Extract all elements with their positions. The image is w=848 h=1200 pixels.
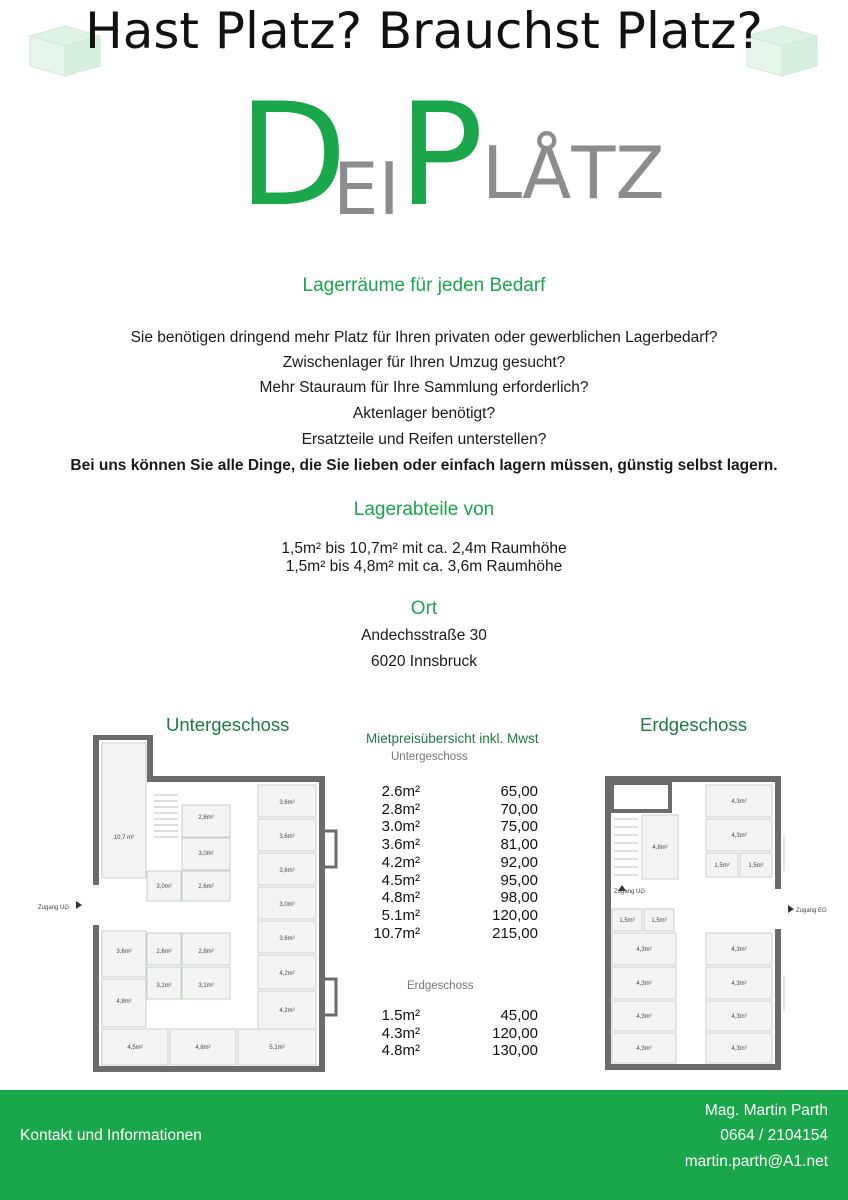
- logo-d: D: [238, 73, 348, 238]
- contact-label: Kontakt und Informationen: [20, 1127, 202, 1144]
- eg-room-label: 4,3m²: [731, 1046, 747, 1052]
- price-size: 1.5m²: [381, 1007, 420, 1024]
- price-size: 4.2m²: [381, 853, 420, 871]
- price-value: 98,00: [500, 889, 538, 907]
- ug-room-label: 2,6m²: [198, 884, 214, 890]
- eg-room-label: 1,5m²: [714, 863, 730, 869]
- price-row: [338, 872, 538, 890]
- price-ug-label: Untergeschoss: [391, 751, 468, 763]
- price-size: 4.3m²: [381, 1024, 420, 1042]
- ug-room-label: 3,0m²: [279, 902, 295, 908]
- price-size: 2.8m²: [381, 800, 420, 818]
- contact-phone[interactable]: 0664 / 2104154: [720, 1127, 828, 1144]
- price-value: 95,00: [500, 871, 538, 889]
- price-size: 3.0m²: [381, 818, 420, 836]
- price-value: 215,00: [492, 924, 538, 942]
- logo: [238, 73, 665, 238]
- eg-room-label: 4,3m²: [636, 947, 652, 953]
- intro-line-2: Zwischenlager für Ihren Umzug gesucht?: [282, 354, 566, 371]
- ug-room-label: 2,6m²: [156, 949, 172, 955]
- floor-eg-title: Erdgeschoss: [640, 714, 747, 735]
- ug-room-label: 2,8m²: [198, 815, 214, 821]
- compartments-line-2: 1,5m² bis 4,8m² mit ca. 3,6m Raumhöhe: [285, 558, 563, 575]
- location-title: Ort: [410, 598, 438, 619]
- price-value: 45,00: [500, 1007, 538, 1024]
- price-value: 120,00: [492, 1024, 538, 1042]
- price-eg-label: Erdgeschoss: [407, 980, 474, 992]
- ug-room-label: 3,0m²: [198, 851, 214, 857]
- price-value: 75,00: [500, 818, 538, 836]
- ug-room-label: 5,1m²: [269, 1045, 285, 1051]
- ug-room-label: 3,6m²: [279, 936, 295, 942]
- price-value: 65,00: [500, 783, 538, 800]
- price-row: [338, 907, 538, 925]
- eg-room-label: 4,8m²: [652, 845, 668, 851]
- eg-room-label: 4,3m²: [731, 981, 747, 987]
- contact-email[interactable]: martin.parth@A1.net: [684, 1153, 828, 1170]
- eg-room-label: 4,3m²: [731, 1014, 747, 1020]
- ug-room-label: 3,0m²: [156, 884, 172, 890]
- eg-room-label: 1,5m²: [619, 918, 635, 924]
- ug-room-label: 4,2m²: [279, 1008, 295, 1014]
- price-size: 4.5m²: [381, 871, 420, 889]
- tagline: Lagerräume für jeden Bedarf: [302, 275, 546, 296]
- price-value: 120,00: [492, 906, 538, 924]
- price-size: 10.7m²: [373, 924, 420, 942]
- logo-p: P: [398, 73, 484, 238]
- ug-room-label: 4,5m²: [127, 1045, 143, 1051]
- ug-room-label: 10,7 m²: [113, 835, 135, 841]
- ug-room-label: 4,2m²: [279, 971, 295, 977]
- price-size: 4.8m²: [381, 1042, 420, 1060]
- floor-plan-eg: [598, 775, 838, 1075]
- intro-line-1: Sie benötigen dringend mehr Platz für Ihren privaten oder gewerblichen Lagerbedarf?: [130, 329, 718, 346]
- price-row: [338, 818, 538, 836]
- price-row: [338, 783, 538, 801]
- contact-name: Mag. Martin Parth: [704, 1102, 828, 1119]
- compartments-title: Lagerabteile von: [353, 499, 495, 520]
- eg-room-label: 1,5m²: [651, 918, 667, 924]
- ug-room-label: 3,1m²: [156, 983, 172, 989]
- price-row: [338, 925, 538, 943]
- ug-room-label: 3,6m²: [279, 800, 295, 806]
- ug-room-label: 3,6m²: [116, 949, 132, 955]
- ug-room-label: 2,8m²: [198, 949, 214, 955]
- intro-line-4: Aktenlager benötigt?: [352, 405, 496, 422]
- logo-latz: LÅTZ: [482, 131, 665, 215]
- logo-ei: EI: [333, 147, 400, 231]
- price-size: 3.6m²: [381, 836, 420, 854]
- floor-ug-title: Untergeschoss: [166, 714, 290, 735]
- ug-room-label: 3,6m²: [279, 834, 295, 840]
- eg-room-label: 4,3m²: [636, 1046, 652, 1052]
- price-size: 2.6m²: [381, 783, 420, 800]
- floor-plan-ug: [30, 735, 350, 1075]
- price-size: 5.1m²: [381, 906, 420, 924]
- price-row: [338, 1007, 538, 1025]
- price-row: [338, 1042, 538, 1060]
- price-value: 130,00: [492, 1042, 538, 1060]
- ug-entrance-label: Zugang UG: [38, 905, 70, 911]
- location-street: Andechsstraße 30: [361, 627, 487, 644]
- price-row: [338, 1025, 538, 1043]
- footer: [0, 1090, 848, 1200]
- price-ug-table: [338, 783, 538, 953]
- price-value: 81,00: [500, 836, 538, 854]
- price-size: 4.8m²: [381, 889, 420, 907]
- price-row: [338, 836, 538, 854]
- compartments-line-1: 1,5m² bis 10,7m² mit ca. 2,4m Raumhöhe: [281, 540, 567, 557]
- eg-entrance-label: Zugang EG: [796, 908, 827, 914]
- price-value: 92,00: [500, 853, 538, 871]
- price-eg-table: [338, 1007, 538, 1067]
- ug-room-label: 3,1m²: [198, 983, 214, 989]
- headline: Hast Platz? Brauchst Platz?: [85, 2, 763, 60]
- eg-room-label: 4,3m²: [636, 1014, 652, 1020]
- eg-entrance-ug-label: Zugang UG: [614, 889, 646, 895]
- price-row: [338, 854, 538, 872]
- price-title: Mietpreisübersicht inkl. Mwst: [366, 731, 539, 746]
- intro-line-3: Mehr Stauraum für Ihre Sammlung erforderlich?: [259, 379, 589, 396]
- eg-room-label: 4,3m²: [731, 799, 747, 805]
- location-city: 6020 Innsbruck: [371, 653, 477, 670]
- eg-room-label: 4,3m²: [636, 981, 652, 987]
- ug-room-label: 4,8m²: [116, 999, 132, 1005]
- eg-room-label: 1,5m²: [748, 863, 764, 869]
- eg-room-label: 4,3m²: [731, 947, 747, 953]
- price-row: [338, 801, 538, 819]
- price-row: [338, 889, 538, 907]
- ug-room-label: 3,6m²: [279, 868, 295, 874]
- intro-bold: Bei uns können Sie alle Dinge, die Sie lieben oder einfach lagern müssen, günstig selbst lagern.: [70, 457, 778, 474]
- ug-room-label: 4,8m²: [195, 1045, 211, 1051]
- price-value: 70,00: [500, 800, 538, 818]
- intro-line-5: Ersatzteile und Reifen unterstellen?: [301, 431, 547, 448]
- eg-room-label: 4,3m²: [731, 833, 747, 839]
